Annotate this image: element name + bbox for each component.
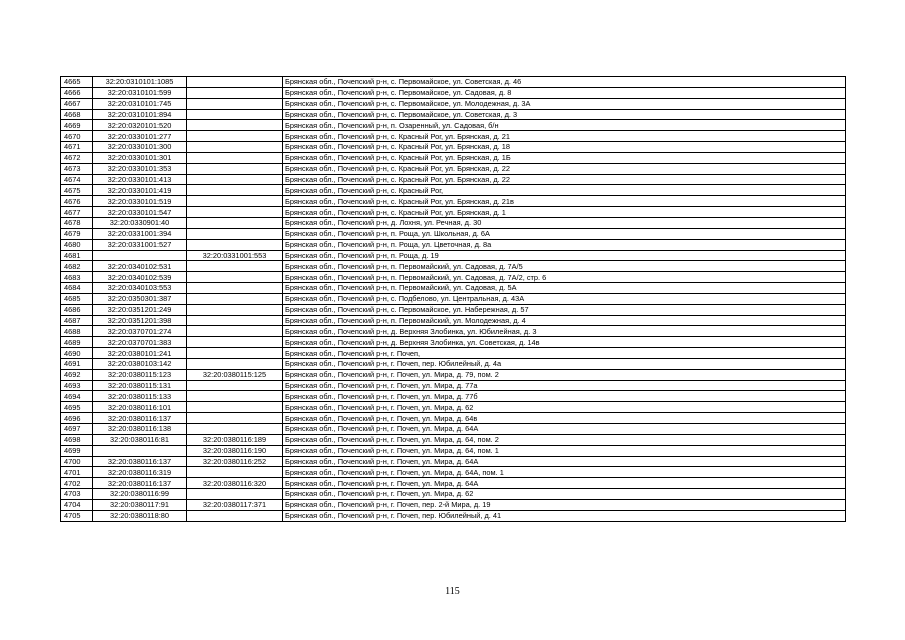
related-cadastral-number-cell [187, 152, 283, 163]
address-cell: Брянская обл., Почепский р-н, г. Почеп, ул. Мира, д. 77а [283, 380, 846, 391]
table-row [61, 424, 846, 435]
cadastral-number-cell: 32:20:0380116:319 [93, 467, 187, 478]
table-row [61, 109, 846, 120]
cadastral-number-cell: 32:20:0330101:413 [93, 174, 187, 185]
table-row [61, 489, 846, 500]
address-cell: Брянская обл., Почепский р-н, с. Первомайское, ул. Садовая, д. 8 [283, 87, 846, 98]
row-number-cell: 4680 [61, 239, 93, 250]
related-cadastral-number-cell [187, 467, 283, 478]
table-row [61, 77, 846, 88]
row-number-cell: 4668 [61, 109, 93, 120]
cadastral-number-cell [93, 250, 187, 261]
related-cadastral-number-cell [187, 326, 283, 337]
table-row [61, 283, 846, 294]
cadastral-number-cell: 32:20:0330101:353 [93, 163, 187, 174]
address-cell: Брянская обл., Почепский р-н, г. Почеп, ул. Мира, д. 64в [283, 413, 846, 424]
row-number-cell: 4695 [61, 402, 93, 413]
row-number-cell: 4703 [61, 489, 93, 500]
related-cadastral-number-cell [187, 358, 283, 369]
table-body [61, 77, 846, 522]
row-number-cell: 4685 [61, 293, 93, 304]
table-row [61, 163, 846, 174]
row-number-cell: 4701 [61, 467, 93, 478]
address-cell: Брянская обл., Почепский р-н, г. Почеп, ул. Мира, д. 64, пом. 1 [283, 445, 846, 456]
related-cadastral-number-cell [187, 337, 283, 348]
table-row [61, 87, 846, 98]
address-cell: Брянская обл., Почепский р-н, п. Первомайский, ул. Садовая, д. 7А/2, стр. 6 [283, 272, 846, 283]
row-number-cell: 4687 [61, 315, 93, 326]
address-cell: Брянская обл., Почепский р-н, г. Почеп, ул. Мира, д. 64А, пом. 1 [283, 467, 846, 478]
related-cadastral-number-cell [187, 142, 283, 153]
table-row [61, 261, 846, 272]
row-number-cell: 4691 [61, 358, 93, 369]
table-row [61, 391, 846, 402]
row-number-cell: 4690 [61, 348, 93, 359]
row-number-cell: 4677 [61, 207, 93, 218]
cadastral-number-cell: 32:20:0380115:123 [93, 369, 187, 380]
address-cell: Брянская обл., Почепский р-н, с. Красный Рог, ул. Брянская, д. 21в [283, 196, 846, 207]
table-row [61, 131, 846, 142]
related-cadastral-number-cell [187, 109, 283, 120]
cadastral-number-cell: 32:20:0380103:142 [93, 358, 187, 369]
address-cell: Брянская обл., Почепский р-н, п. Роща, д. 19 [283, 250, 846, 261]
related-cadastral-number-cell [187, 174, 283, 185]
table-row [61, 239, 846, 250]
table-row [61, 98, 846, 109]
table-row [61, 510, 846, 521]
related-cadastral-number-cell [187, 185, 283, 196]
address-cell: Брянская обл., Почепский р-н, с. Первомайское, ул. Молодежная, д. 3А [283, 98, 846, 109]
related-cadastral-number-cell [187, 239, 283, 250]
row-number-cell: 4693 [61, 380, 93, 391]
table-row [61, 380, 846, 391]
table-row [61, 304, 846, 315]
table-row [61, 272, 846, 283]
row-number-cell: 4676 [61, 196, 93, 207]
cadastral-number-cell: 32:20:0380116:138 [93, 424, 187, 435]
address-cell: Брянская обл., Почепский р-н, п. Первомайский, ул. Садовая, д. 7А/5 [283, 261, 846, 272]
related-cadastral-number-cell [187, 120, 283, 131]
cadastral-number-cell: 32:20:0380116:81 [93, 434, 187, 445]
related-cadastral-number-cell [187, 413, 283, 424]
related-cadastral-number-cell: 32:20:0331001:553 [187, 250, 283, 261]
cadastral-number-cell: 32:20:0380115:133 [93, 391, 187, 402]
row-number-cell: 4667 [61, 98, 93, 109]
cadastral-number-cell: 32:20:0320101:520 [93, 120, 187, 131]
address-cell: Брянская обл., Почепский р-н, г. Почеп, [283, 348, 846, 359]
cadastral-number-cell: 32:20:0370701:383 [93, 337, 187, 348]
address-cell: Брянская обл., Почепский р-н, д. Верхняя Злобинка, ул. Советская, д. 14в [283, 337, 846, 348]
related-cadastral-number-cell: 32:20:0380115:125 [187, 369, 283, 380]
address-cell: Брянская обл., Почепский р-н, г. Почеп, пер. Юбилейный, д. 4а [283, 358, 846, 369]
related-cadastral-number-cell: 32:20:0380116:252 [187, 456, 283, 467]
related-cadastral-number-cell [187, 510, 283, 521]
row-number-cell: 4673 [61, 163, 93, 174]
related-cadastral-number-cell [187, 272, 283, 283]
row-number-cell: 4705 [61, 510, 93, 521]
related-cadastral-number-cell [187, 391, 283, 402]
address-cell: Брянская обл., Почепский р-н, п. Озаренный, ул. Садовая, б/н [283, 120, 846, 131]
related-cadastral-number-cell [187, 424, 283, 435]
address-cell: Брянская обл., Почепский р-н, с. Красный Рог, ул. Брянская, д. 22 [283, 174, 846, 185]
address-cell: Брянская обл., Почепский р-н, с. Красный Рог, ул. Брянская, д. 22 [283, 163, 846, 174]
address-cell: Брянская обл., Почепский р-н, с. Первомайское, ул. Набережная, д. 57 [283, 304, 846, 315]
row-number-cell: 4698 [61, 434, 93, 445]
cadastral-number-cell: 32:20:0380116:137 [93, 413, 187, 424]
cadastral-number-cell: 32:20:0330101:547 [93, 207, 187, 218]
address-cell: Брянская обл., Почепский р-н, п. Первомайский, ул. Молодежная, д. 4 [283, 315, 846, 326]
row-number-cell: 4704 [61, 499, 93, 510]
cadastral-number-cell: 32:20:0380116:99 [93, 489, 187, 500]
related-cadastral-number-cell [187, 77, 283, 88]
cadastral-number-cell: 32:20:0331001:527 [93, 239, 187, 250]
address-cell: Брянская обл., Почепский р-н, п. Первомайский, ул. Садовая, д. 5А [283, 283, 846, 294]
related-cadastral-number-cell: 32:20:0380117:371 [187, 499, 283, 510]
cadastral-number-cell: 32:20:0380115:131 [93, 380, 187, 391]
related-cadastral-number-cell [187, 402, 283, 413]
related-cadastral-number-cell [187, 228, 283, 239]
cadastral-number-cell: 32:20:0380116:101 [93, 402, 187, 413]
table-row [61, 217, 846, 228]
address-cell: Брянская обл., Почепский р-н, с. Подбелово, ул. Центральная, д. 43А [283, 293, 846, 304]
related-cadastral-number-cell [187, 87, 283, 98]
row-number-cell: 4699 [61, 445, 93, 456]
row-number-cell: 4696 [61, 413, 93, 424]
address-cell: Брянская обл., Почепский р-н, г. Почеп, ул. Мира, д. 62 [283, 489, 846, 500]
cadastral-number-cell: 32:20:0380116:137 [93, 478, 187, 489]
table-row [61, 293, 846, 304]
table-row [61, 185, 846, 196]
table-row [61, 358, 846, 369]
address-cell: Брянская обл., Почепский р-н, г. Почеп, ул. Мира, д. 62 [283, 402, 846, 413]
related-cadastral-number-cell [187, 207, 283, 218]
related-cadastral-number-cell [187, 293, 283, 304]
table-row [61, 250, 846, 261]
cadastral-number-cell: 32:20:0330901:40 [93, 217, 187, 228]
address-cell: Брянская обл., Почепский р-н, с. Первомайское, ул. Советская, д. 46 [283, 77, 846, 88]
cadastral-number-cell: 32:20:0340102:531 [93, 261, 187, 272]
cadastral-number-cell: 32:20:0380101:241 [93, 348, 187, 359]
row-number-cell: 4700 [61, 456, 93, 467]
related-cadastral-number-cell: 32:20:0380116:320 [187, 478, 283, 489]
table-row [61, 402, 846, 413]
address-cell: Брянская обл., Почепский р-н, г. Почеп, ул. Мира, д. 64, пом. 2 [283, 434, 846, 445]
table-row [61, 445, 846, 456]
cadastral-number-cell: 32:20:0330101:301 [93, 152, 187, 163]
row-number-cell: 4681 [61, 250, 93, 261]
table-row [61, 315, 846, 326]
table-row [61, 174, 846, 185]
row-number-cell: 4692 [61, 369, 93, 380]
row-number-cell: 4683 [61, 272, 93, 283]
cadastral-number-cell: 32:20:0330101:300 [93, 142, 187, 153]
cadastral-number-cell: 32:20:0340103:553 [93, 283, 187, 294]
related-cadastral-number-cell [187, 304, 283, 315]
row-number-cell: 4689 [61, 337, 93, 348]
row-number-cell: 4686 [61, 304, 93, 315]
cadastral-number-cell: 32:20:0380116:137 [93, 456, 187, 467]
related-cadastral-number-cell [187, 489, 283, 500]
related-cadastral-number-cell [187, 261, 283, 272]
cadastral-number-cell: 32:20:0310101:894 [93, 109, 187, 120]
table-row [61, 326, 846, 337]
address-cell: Брянская обл., Почепский р-н, г. Почеп, ул. Мира, д. 79, пом. 2 [283, 369, 846, 380]
related-cadastral-number-cell [187, 380, 283, 391]
cadastral-number-cell: 32:20:0330101:419 [93, 185, 187, 196]
row-number-cell: 4671 [61, 142, 93, 153]
table-row [61, 207, 846, 218]
related-cadastral-number-cell [187, 348, 283, 359]
cadastral-number-cell: 32:20:0351201:249 [93, 304, 187, 315]
address-cell: Брянская обл., Почепский р-н, г. Почеп, ул. Мира, д. 64А [283, 456, 846, 467]
cadastral-number-cell: 32:20:0340102:539 [93, 272, 187, 283]
cadastral-number-cell [93, 445, 187, 456]
cadastral-number-cell: 32:20:0330101:519 [93, 196, 187, 207]
address-cell: Брянская обл., Почепский р-н, г. Почеп, ул. Мира, д. 64А [283, 478, 846, 489]
table-row [61, 337, 846, 348]
row-number-cell: 4702 [61, 478, 93, 489]
cadastral-number-cell: 32:20:0370701:274 [93, 326, 187, 337]
cadastral-number-cell: 32:20:0351201:398 [93, 315, 187, 326]
address-cell: Брянская обл., Почепский р-н, д. Верхняя Злобинка, ул. Юбилейная, д. 3 [283, 326, 846, 337]
address-cell: Брянская обл., Почепский р-н, д. Лохня, ул. Речная, д. 30 [283, 217, 846, 228]
table-row [61, 120, 846, 131]
table-row [61, 142, 846, 153]
table-row [61, 434, 846, 445]
row-number-cell: 4674 [61, 174, 93, 185]
row-number-cell: 4670 [61, 131, 93, 142]
related-cadastral-number-cell: 32:20:0380116:190 [187, 445, 283, 456]
row-number-cell: 4682 [61, 261, 93, 272]
table-row [61, 456, 846, 467]
address-cell: Брянская обл., Почепский р-н, г. Почеп, ул. Мира, д. 77б [283, 391, 846, 402]
related-cadastral-number-cell [187, 98, 283, 109]
table-row [61, 196, 846, 207]
row-number-cell: 4678 [61, 217, 93, 228]
table-row [61, 478, 846, 489]
property-table [60, 76, 846, 522]
table-row [61, 499, 846, 510]
address-cell: Брянская обл., Почепский р-н, г. Почеп, пер. Юбилейный, д. 41 [283, 510, 846, 521]
row-number-cell: 4669 [61, 120, 93, 131]
cadastral-number-cell: 32:20:0330101:277 [93, 131, 187, 142]
cadastral-number-cell: 32:20:0331001:394 [93, 228, 187, 239]
table-row [61, 152, 846, 163]
table-row [61, 228, 846, 239]
table-row [61, 348, 846, 359]
address-cell: Брянская обл., Почепский р-н, с. Красный Рог, ул. Брянская, д. 18 [283, 142, 846, 153]
related-cadastral-number-cell: 32:20:0380116:189 [187, 434, 283, 445]
cadastral-number-cell: 32:20:0310101:599 [93, 87, 187, 98]
related-cadastral-number-cell [187, 196, 283, 207]
row-number-cell: 4694 [61, 391, 93, 402]
related-cadastral-number-cell [187, 163, 283, 174]
address-cell: Брянская обл., Почепский р-н, г. Почеп, пер. 2-й Мира, д. 19 [283, 499, 846, 510]
row-number-cell: 4688 [61, 326, 93, 337]
row-number-cell: 4675 [61, 185, 93, 196]
page-number: 115 [445, 586, 460, 597]
address-cell: Брянская обл., Почепский р-н, с. Красный Рог, ул. Брянская, д. 1 [283, 207, 846, 218]
table-row [61, 467, 846, 478]
address-cell: Брянская обл., Почепский р-н, с. Красный Рог, ул. Брянская, д. 21 [283, 131, 846, 142]
address-cell: Брянская обл., Почепский р-н, с. Красный Рог, ул. Брянская, д. 1Б [283, 152, 846, 163]
table-row [61, 369, 846, 380]
cadastral-number-cell: 32:20:0350301:387 [93, 293, 187, 304]
cadastral-number-cell: 32:20:0380117:91 [93, 499, 187, 510]
related-cadastral-number-cell [187, 283, 283, 294]
address-cell: Брянская обл., Почепский р-н, п. Роща, ул. Цветочная, д. 8а [283, 239, 846, 250]
address-cell: Брянская обл., Почепский р-н, с. Первомайское, ул. Советская, д. 3 [283, 109, 846, 120]
related-cadastral-number-cell [187, 217, 283, 228]
row-number-cell: 4679 [61, 228, 93, 239]
table-row [61, 413, 846, 424]
related-cadastral-number-cell [187, 131, 283, 142]
row-number-cell: 4672 [61, 152, 93, 163]
address-cell: Брянская обл., Почепский р-н, с. Красный Рог, [283, 185, 846, 196]
address-cell: Брянская обл., Почепский р-н, п. Роща, ул. Школьная, д. 6А [283, 228, 846, 239]
row-number-cell: 4684 [61, 283, 93, 294]
cadastral-number-cell: 32:20:0380118:80 [93, 510, 187, 521]
address-cell: Брянская обл., Почепский р-н, г. Почеп, ул. Мира, д. 64А [283, 424, 846, 435]
row-number-cell: 4665 [61, 77, 93, 88]
cadastral-number-cell: 32:20:0310101:1085 [93, 77, 187, 88]
cadastral-number-cell: 32:20:0310101:745 [93, 98, 187, 109]
row-number-cell: 4697 [61, 424, 93, 435]
row-number-cell: 4666 [61, 87, 93, 98]
related-cadastral-number-cell [187, 315, 283, 326]
